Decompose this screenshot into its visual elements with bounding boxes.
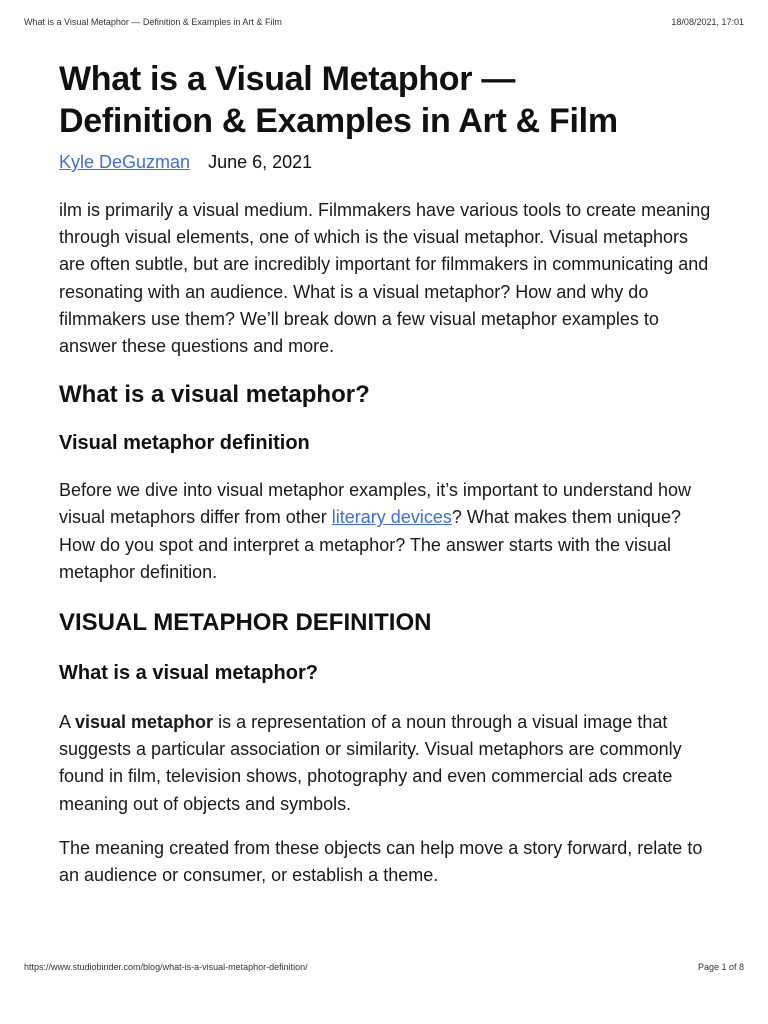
print-doc-title: What is a Visual Metaphor — Definition & Examples in Art & Film: [24, 17, 282, 27]
heading-visual-metaphor-definition-caps: VISUAL METAPHOR DEFINITION: [59, 609, 432, 637]
definition-term: visual metaphor: [75, 712, 214, 733]
print-url: https://www.studiobinder.com/blog/what-is-a-visual-metaphor-definition/: [24, 962, 308, 972]
literary-devices-link[interactable]: literary devices: [331, 507, 452, 528]
before-paragraph: [59, 477, 719, 586]
page-title-line-2: Definition & Examples in Art & Film: [59, 102, 618, 140]
intro-paragraph: ilm is primarily a visual medium. Filmmakers have various tools to create meaning through visual elements, one of which is the visual metaphor. Visual metaphors are often subtle, but are incredibly important for filmmakers in communicating and resonating with an audience. What is a visual metaphor? How and why do filmmakers use them? We’ll break down a few visual metaphor examples to answer these questions and more.: [59, 200, 711, 357]
page-title-line-1: What is a Visual Metaphor —: [59, 60, 516, 98]
publish-date: June 6, 2021: [208, 152, 313, 172]
author-link[interactable]: Kyle DeGuzman: [59, 152, 191, 172]
definition-prefix: A: [59, 712, 76, 733]
definition-paragraph: [59, 709, 719, 818]
meaning-paragraph: The meaning created from these objects can help move a story forward, relate to an audience or consumer, or establish a theme.: [59, 837, 703, 886]
subheading-visual-metaphor-definition: Visual metaphor definition: [59, 432, 310, 455]
heading-what-is-visual-metaphor: What is a visual metaphor?: [59, 381, 370, 409]
definition-text: is a representation of a noun through a visual image that suggests a particular association or similarity. Visual metaphors are commonly found in film, television shows, photography and even commercial ads create meaning out of objects and symbols.: [59, 712, 682, 814]
article-meta: [59, 150, 719, 174]
before-text-end: ? What makes them unique? How do you spot and interpret a metaphor? The answer starts with the visual metaphor definition.: [59, 507, 681, 582]
article: [59, 58, 719, 889]
before-text-start: Before we dive into visual metaphor examples, it’s important to understand how visual metaphors differ from other: [59, 480, 692, 528]
print-page-number: Page 1 of 8: [697, 962, 744, 972]
print-footer: [24, 962, 744, 972]
print-header: [24, 17, 744, 27]
subheading-what-is-visual-metaphor: What is a visual metaphor?: [59, 662, 318, 685]
print-timestamp: 18/08/2021, 17:01: [671, 17, 744, 27]
page-title: [59, 58, 719, 142]
